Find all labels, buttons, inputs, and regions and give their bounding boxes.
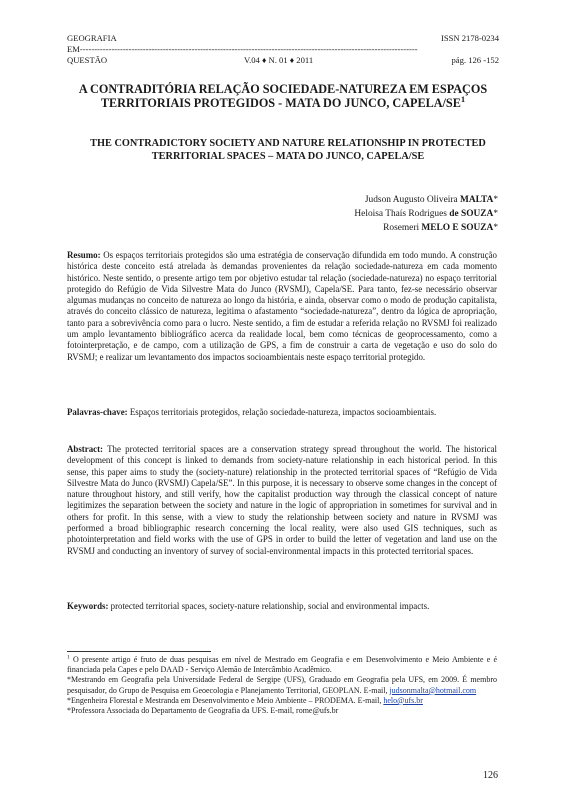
author-mark: * <box>493 223 498 233</box>
page-range: pág. 126 -152 <box>451 55 499 65</box>
paper-title <box>70 82 496 110</box>
abstract-label: Abstract: <box>67 444 103 454</box>
palavras-chave-label: Palavras-chave: <box>67 407 128 417</box>
footnotes <box>67 655 497 716</box>
author-mark: * <box>493 209 498 219</box>
footnote-author-3: *Professora Associada do Departamento de Geografia da UFS. E-mail, rome@ufs.br <box>67 706 339 716</box>
resumo-text: Os espaços territoriais protegidos são uma estratégia de conservação difundida em todo mundo. A construção histórica deste conceito está atrelada às demandas provenientes da relação sociedade-natureza em cada momento histórico. Neste sentido, o presente artigo tem por objetivo estudar tal relação (sociedade-natureza) no espaço territorial protegido do Refúgio de Vida Silvestre Mata do Junco (RVSMJ), Capela/SE. Para tanto, fez-se necessário observar algumas mudanças no conceito de natureza ao longo da história, e ainda, observar como o modo de produção capitalista, através do conceito clássico de natureza, legitima o afastamento “sociedade-natureza”, dentro da lógica de apropriação, tanto para a sobrevivência como para o lucro. Neste sentido, a fim de estudar a referida relação no RVSMJ foi realizado um amplo levantamento bibliográfico acerca da realidade local, bem como técnicas de geoprocessamento, como a fotointerpretação, e de campo, com a utilização de GPS, a fim de construir a carta de vegetação e uso do solo do RVSMJ; e realizar um levantamento dos impactos socioambientais neste espaço territorial protegido. <box>67 250 497 362</box>
keywords-label: Keywords: <box>67 601 109 611</box>
footnote-author-1-text: *Mestrando em Geografia pela Universidade Federal de Sergipe (UFS), Graduado em Geografia pela UFS, em 2009. É membro pesquisador, do Grupo de Pesquisa em Geoecologia e Planejamento Territorial, GEOPLAN. E-mail, <box>67 675 497 695</box>
footnote-author-1 <box>67 675 497 695</box>
palavras-chave-paragraph <box>67 407 497 418</box>
author-given-name: Judson Augusto Oliveira <box>364 195 458 205</box>
author-surname: MALTA <box>459 195 494 205</box>
footnote-author-2-text: *Engenheira Florestal e Mestranda em Desenvolvimento e Meio Ambiente – PRODEMA. E-mail, <box>67 695 382 705</box>
footnote-1-mark: 1 <box>67 654 70 661</box>
journal-name: GEOGRAFIA <box>67 33 117 43</box>
author-given-name: Rosemeri <box>383 223 420 233</box>
abstract-paragraph <box>67 444 497 557</box>
title-footnote-mark: 1 <box>460 94 466 105</box>
palavras-chave-text: Espaços territoriais protegidos, relação sociedade-natureza, impactos socioambientais. <box>129 407 437 417</box>
resumo-label: Resumo: <box>67 250 101 260</box>
volume-info: V.04 ♦ N. 01 ♦ 2011 <box>244 55 314 65</box>
author-surname: MELO E SOUZA <box>421 223 494 233</box>
footnote-separator <box>67 651 211 652</box>
paper-subtitle: THE CONTRADICTORY SOCIETY AND NATURE RELATIONSHIP IN PROTECTED TERRITORIAL SPACES – MATA DO JUNCO, CAPELA/SE <box>90 138 486 162</box>
author-1-email-link[interactable]: judsonmalta@hotmail.com <box>389 685 477 695</box>
header-rule: EM---------------------------------------------------------------------------------------------------------------------- <box>67 44 418 54</box>
footnote-1 <box>67 655 497 675</box>
author-given-name: Heloisa Thaís Rodrigues <box>354 209 447 219</box>
footnote-1-text: O presente artigo é fruto de duas pesquisas em nível de Mestrado em Geografia e em Desenvolvimento e Meio Ambiente e é financiada pela Capes e pelo DAAD - Serviço Alemão de Intercâmbio Acadêmico. <box>67 655 497 675</box>
page-number: 126 <box>483 770 498 781</box>
author-line <box>383 222 498 235</box>
paper-title-text: A CONTRADITÓRIA RELAÇÃO SOCIEDADE-NATUREZA EM ESPAÇOS TERRITORIAIS PROTEGIDOS - MATA DO JUNCO, CAPELA/SE <box>78 82 488 111</box>
author-surname: de SOUZA <box>449 209 494 219</box>
author-line <box>365 194 498 207</box>
author-2-email-link[interactable]: helo@ufs.br <box>383 695 423 705</box>
author-line <box>354 208 498 221</box>
issn: ISSN 2178-0234 <box>440 33 499 43</box>
keywords-paragraph <box>67 601 497 612</box>
footnote-author-2 <box>67 696 497 706</box>
author-mark: * <box>493 195 498 205</box>
keywords-text: protected territorial spaces, society-nature relationship, social and environmental impacts. <box>110 601 430 611</box>
resumo-paragraph <box>67 250 497 363</box>
abstract-text: The protected territorial spaces are a conservation strategy spread throughout the world. The historical development of this concept is linked to demands from society-nature relationship in each historical period. In this sense, this paper aims to study the (society-nature) relationship in the protected territorial spaces of “Refúgio de Vida Silvestre Mata do Junco (RVSMJ) Capela/SE”. In this purpose, it is necessary to observe some changes in the concept of nature throughout history, and still verify, how the capitalist production way through the classical concept of nature legitimizes the separation between the society and nature in the logic of appropriation in sometimes for survival and in others for profit. In this sense, with a view to study the relationship between society and nature in RVSMJ was performed a broad bibliographic research concerning the local reality, were also used GIS techniques, such as photointerpretation and field works with the use of GPS in order to build the letter of vegetation and land use on the RVSMJ and conducting an inventory of survey of social-environmental impacts in this protected territorial spaces. <box>67 444 497 556</box>
journal-section: QUESTÃO <box>67 55 108 65</box>
